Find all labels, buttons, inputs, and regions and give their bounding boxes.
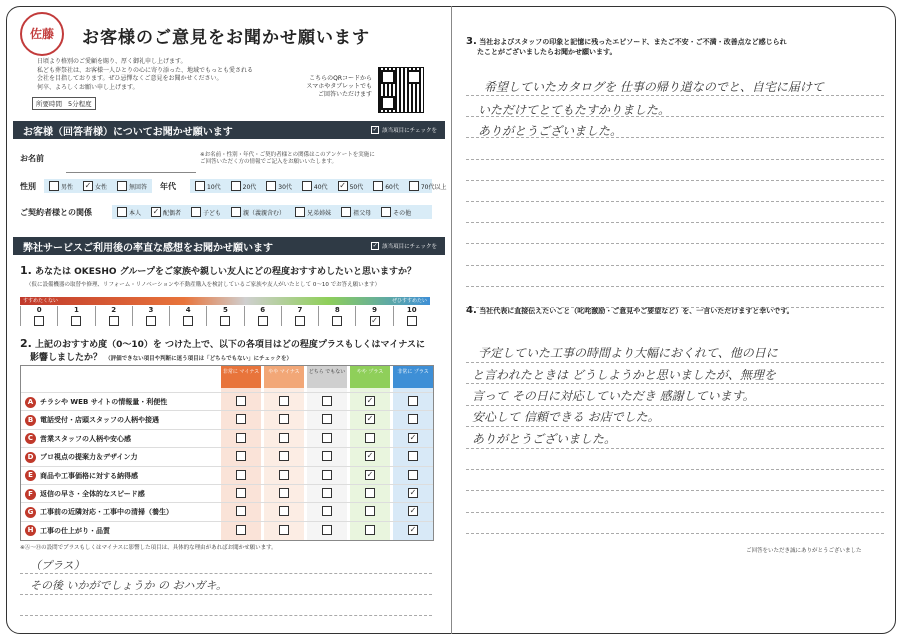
checkbox[interactable]: ✓ — [409, 524, 417, 534]
checkbox[interactable]: ✓ — [366, 451, 374, 461]
q1-title: 1. あなたは OKESHO グループをご家族や親しい友人にどの程度おすすめしたいと思いますか？ — [20, 264, 417, 277]
row-letter-badge: C — [25, 433, 36, 444]
row-letter-badge: B — [25, 415, 36, 426]
age-options — [190, 179, 447, 193]
checkbox[interactable] — [109, 316, 119, 326]
thanks-text: ご回答をいただき誠にありがとうございました — [746, 548, 862, 554]
q4-answer-line: ありがとうございました。 — [472, 432, 617, 446]
qr-code-icon[interactable] — [378, 67, 424, 113]
checkbox[interactable] — [322, 451, 332, 461]
checkbox[interactable] — [236, 525, 246, 535]
checkbox[interactable]: ✓ — [409, 432, 417, 442]
scale-option[interactable]: 4 — [169, 306, 206, 326]
option-label: 子ども — [203, 209, 222, 217]
seal-text: 佐藤 — [29, 26, 54, 41]
row-label: 工事前の近隣対応・工事中の清掃（養生） — [40, 508, 173, 517]
option-label: 無回答 — [129, 183, 148, 191]
answer-rule — [466, 448, 884, 449]
checkbox[interactable]: ✓ — [409, 488, 417, 497]
q1-scale — [20, 306, 430, 326]
qr-caption-line: スマホやタブレットでも — [306, 83, 372, 90]
check-icon: ✓ — [372, 242, 378, 249]
checkbox[interactable] — [322, 433, 332, 443]
intro-line: 私ども葬祭社は、お客様一人ひとりの心に寄り添った、地域でもっとも愛される — [37, 66, 254, 74]
checkbox[interactable] — [381, 207, 391, 217]
option-label: 70代以上 — [420, 183, 447, 191]
checkbox[interactable] — [408, 470, 418, 480]
option-label: 30代 — [278, 183, 292, 191]
q1-high-label: ぜひすすめたい — [391, 298, 427, 304]
option-label: 配偶者 — [163, 209, 182, 217]
option[interactable] — [290, 207, 336, 217]
checkbox[interactable] — [322, 396, 332, 406]
center-fold — [451, 6, 452, 634]
option-label: 50代 — [349, 183, 364, 191]
checkbox[interactable] — [117, 181, 127, 191]
section1-note: ✓ 該当項目にチェックを — [372, 126, 437, 134]
q2-grid — [20, 365, 434, 541]
checkbox[interactable] — [220, 316, 230, 326]
checkbox[interactable] — [117, 207, 127, 217]
row-label: 電話受付・店頭スタッフの人柄や接遇 — [40, 416, 159, 425]
name-input-line[interactable] — [66, 172, 196, 173]
row-letter-badge: D — [25, 452, 36, 463]
q4-title: 4. 当社代表に直接伝えたいこと（叱咤激励・ご意見やご要望など）を、一言いただけますと幸いです。 — [466, 305, 794, 316]
checkbox[interactable] — [258, 316, 268, 326]
answer-rule — [466, 383, 884, 384]
row-letter-badge: H — [25, 525, 36, 536]
answer-rule — [466, 405, 884, 406]
row-label: 工事の仕上がり・品質 — [40, 526, 110, 535]
q3-answer-line: ありがとうございました。 — [478, 124, 623, 138]
page-title: お客様のご意見をお聞かせ願います — [82, 28, 370, 48]
checkbox[interactable]: ✓ — [339, 181, 346, 190]
grid-column-header: どちら でもない — [307, 366, 347, 388]
option-label: 男性 — [61, 183, 74, 191]
checkbox[interactable] — [236, 470, 246, 480]
checkbox[interactable]: ✓ — [152, 207, 160, 216]
grid-column-header: やや マイナス — [264, 366, 304, 388]
grid-column-header: 非常に マイナス — [221, 366, 261, 388]
checkbox[interactable] — [365, 433, 375, 443]
option[interactable] — [333, 181, 369, 191]
relation-label: ご契約者様との関係 — [20, 208, 92, 217]
option[interactable] — [376, 207, 416, 217]
option[interactable] — [368, 181, 404, 191]
checkbox[interactable] — [195, 181, 205, 191]
checkbox[interactable] — [71, 316, 81, 326]
gender-options — [44, 179, 152, 193]
checkbox[interactable] — [408, 396, 418, 406]
option[interactable] — [44, 181, 78, 191]
intro-line: 日頃より格別のご愛顧を賜り、厚く御礼申し上げます。 — [37, 58, 187, 65]
answer-rule — [466, 426, 884, 427]
grid-column-header: やや プラス — [350, 366, 390, 388]
option[interactable] — [112, 181, 152, 191]
checkbox[interactable] — [279, 396, 289, 406]
answer-rule — [466, 533, 884, 534]
checkbox[interactable]: ✓ — [366, 469, 374, 479]
answer-rule — [466, 362, 884, 363]
q2-title: 2. 上記のおすすめ度（0〜10）を つけた上で、以下の各項目はどの程度プラスもしくはマイナスに — [20, 337, 426, 350]
scale-option[interactable]: 2 — [95, 306, 132, 326]
checkbox[interactable] — [341, 207, 351, 217]
checkbox[interactable] — [279, 525, 289, 535]
checkbox[interactable] — [295, 316, 305, 326]
checkbox[interactable] — [279, 470, 289, 480]
section1-bar — [13, 121, 445, 139]
answer-rule — [466, 180, 884, 181]
answer-rule — [466, 512, 884, 513]
q1-sub: （仮に設備機器の取替や修理、リフォーム・リノベーションや不動産購入を検討しているご家族や友人がいたとして 0〜10 でお答え願います） — [26, 282, 381, 288]
option[interactable] — [78, 181, 112, 191]
row-label: 営業スタッフの人柄や安心感 — [40, 434, 131, 443]
q2-title-2: 影響しましたか？ （評価できない項目や判断に迷う項目は「どちらでもない」にチェックを） — [30, 353, 292, 363]
option[interactable] — [226, 181, 262, 191]
checkbox[interactable] — [322, 414, 332, 424]
q2-note: ※Ⓐ〜Ⓗの設問でプラスもしくはマイナスに影響した項目は、具体的な理由があればお聞かせ願います。 — [20, 545, 277, 551]
option-label: 20代 — [242, 183, 257, 191]
row-letter-badge: A — [25, 397, 36, 408]
checkbox[interactable] — [332, 316, 342, 326]
row-label: 商品や工事価格に対する納得感 — [40, 471, 138, 480]
q2-answer-line: （プラス） — [30, 559, 85, 572]
checkbox[interactable]: ✓ — [84, 181, 92, 190]
scale-option[interactable]: 0 — [20, 306, 57, 326]
scale-option[interactable]: 7 — [281, 306, 318, 326]
checkbox[interactable] — [279, 433, 289, 443]
seal-stamp — [20, 12, 64, 56]
option[interactable] — [190, 181, 226, 191]
scale-option[interactable]: 10 — [393, 306, 430, 326]
intro-line: 何卒、よろしくお願い申し上げます。 — [37, 83, 139, 91]
section2-bar — [13, 237, 445, 255]
checkbox[interactable] — [231, 181, 241, 191]
checkbox[interactable] — [236, 433, 246, 443]
qr-caption — [294, 75, 372, 99]
checkbox[interactable] — [34, 316, 44, 326]
checkbox[interactable] — [236, 506, 246, 516]
checkbox[interactable] — [236, 488, 246, 498]
answer-rule — [466, 222, 884, 223]
option-label: 女性 — [95, 183, 108, 191]
scale-option[interactable]: 8 — [318, 306, 355, 326]
checkbox[interactable]: ✓ — [371, 316, 378, 325]
scale-option[interactable]: 5 — [206, 306, 243, 326]
q4-answer-line: 予定していた工事の時間より大幅におくれて、他の日に — [478, 346, 778, 360]
row-label: チラシや WEB サイトの情報量・利便性 — [40, 398, 168, 406]
checkbox[interactable] — [146, 316, 156, 326]
q1-scale-bar — [20, 297, 430, 305]
checkbox[interactable] — [302, 181, 312, 191]
checkbox[interactable] — [322, 525, 332, 535]
option[interactable] — [297, 181, 333, 191]
q4-answer-line: と言われたときは どうしようかと思いましたが、無理を — [472, 368, 776, 382]
checkbox[interactable] — [295, 207, 305, 217]
option-label: 親（義親含む） — [243, 209, 286, 217]
answer-rule — [466, 469, 884, 470]
option[interactable] — [226, 207, 290, 217]
checkbox[interactable] — [279, 506, 289, 516]
check-icon: ✓ — [372, 126, 378, 133]
answer-rule — [466, 159, 884, 160]
answer-rule — [466, 490, 884, 491]
time-box — [32, 97, 96, 110]
section1-title: お客様（回答者様）についてお聞かせ願います — [23, 126, 233, 138]
option-label: 祖父母 — [353, 209, 372, 217]
checkbox[interactable]: ✓ — [366, 396, 374, 405]
checkbox[interactable] — [231, 207, 241, 217]
name-note: ※お名前・性別・年代・ご契約者様との関係はこのアンケートを実施に ご回答いただく方の情報でご記入をお願いいたします。 — [200, 152, 375, 165]
answer-rule — [466, 95, 884, 96]
intro-line: 会社を目指しております。ぜひ忌憚なくご意見をお聞かせください。 — [37, 75, 223, 83]
q1-low-label: すすめたくない — [23, 298, 59, 304]
option-label: 兄弟姉妹 — [307, 209, 332, 217]
option[interactable] — [336, 207, 376, 217]
answer-rule — [466, 265, 884, 266]
answer-rule — [466, 286, 884, 287]
checkbox[interactable] — [408, 451, 418, 461]
checkbox[interactable]: ✓ — [366, 414, 374, 424]
section2-note: ✓ 該当項目にチェックを — [372, 242, 437, 250]
option-label: 10代 — [207, 183, 221, 191]
scale-option[interactable]: 3 — [132, 306, 169, 326]
row-letter-badge: F — [25, 489, 36, 500]
row-letter-badge: E — [25, 470, 36, 481]
checkbox[interactable] — [322, 488, 332, 498]
intro-text — [37, 58, 282, 92]
checkbox[interactable] — [236, 451, 246, 461]
qr-caption-line: ご回答いただけます — [317, 91, 372, 98]
checkbox[interactable] — [408, 414, 418, 424]
option[interactable] — [146, 207, 186, 217]
checkbox[interactable] — [236, 414, 246, 424]
option[interactable] — [404, 181, 452, 191]
gender-label: 性別 — [20, 182, 36, 191]
checkbox[interactable] — [322, 470, 332, 480]
row-label: 返信の早さ・全体的なスピード感 — [40, 490, 145, 498]
checkbox[interactable] — [266, 181, 276, 191]
scale-option[interactable]: 1 — [57, 306, 94, 326]
q3-title: 3. 当社およびスタッフの印象と記憶に残ったエピソード、またご不安・ご不満・改善点など感じられ たことがございましたらお聞かせ願います。 — [466, 36, 787, 56]
checkbox[interactable] — [191, 207, 201, 217]
checkbox[interactable] — [279, 488, 289, 498]
scale-option[interactable]: 9 ✓ — [355, 306, 392, 326]
option-label: 40代 — [313, 183, 328, 191]
scale-option[interactable]: 6 — [244, 306, 281, 326]
checkbox[interactable] — [409, 181, 419, 191]
option[interactable] — [112, 207, 146, 217]
checkbox[interactable] — [279, 414, 289, 424]
checkbox[interactable] — [236, 396, 246, 406]
qr-caption-line: こちらのQRコードから — [309, 75, 372, 82]
checkbox[interactable] — [49, 181, 59, 191]
checkbox[interactable] — [279, 451, 289, 461]
checkbox[interactable] — [365, 506, 375, 516]
age-label: 年代 — [160, 182, 176, 191]
checkbox[interactable] — [365, 525, 375, 535]
time-label: 所要時間 — [36, 100, 62, 108]
option-label: 60代 — [385, 183, 399, 191]
grid-column-header: 非常に プラス — [393, 366, 433, 388]
section2-title: 弊社サービスご利用後の率直な感想をお聞かせ願います — [23, 242, 273, 254]
row-label: プロ視点の提案力＆デザイン力 — [40, 453, 138, 462]
time-value: 5分程度 — [68, 100, 92, 108]
answer-rule — [466, 243, 884, 244]
name-label: お名前 — [20, 154, 44, 163]
q3-answer-line: 希望していたカタログを 仕事の帰り道なのでと、自宅に届けて — [484, 80, 824, 94]
checkbox[interactable] — [183, 316, 193, 326]
q2-answer-line: その後 いかがでしょうか の おハガキ。 — [30, 579, 228, 592]
checkbox[interactable]: ✓ — [409, 506, 417, 516]
q3-answer-line: いただけてとてもたすかりました。 — [478, 103, 671, 117]
option[interactable] — [261, 181, 297, 191]
checkbox[interactable] — [365, 488, 375, 498]
option-label: その他 — [393, 209, 412, 217]
q4-answer-line: 安心して 信頼できる お店でした。 — [472, 410, 660, 424]
checkbox[interactable] — [322, 506, 332, 516]
checkbox[interactable] — [373, 181, 383, 191]
option[interactable] — [186, 207, 226, 217]
row-letter-badge: G — [25, 507, 36, 518]
checkbox[interactable] — [407, 316, 417, 326]
relation-options — [112, 205, 432, 219]
option-label: 本人 — [129, 209, 142, 217]
answer-rule — [466, 201, 884, 202]
q4-answer-line: 言って その日に対応していただき 感謝しています。 — [472, 389, 755, 403]
